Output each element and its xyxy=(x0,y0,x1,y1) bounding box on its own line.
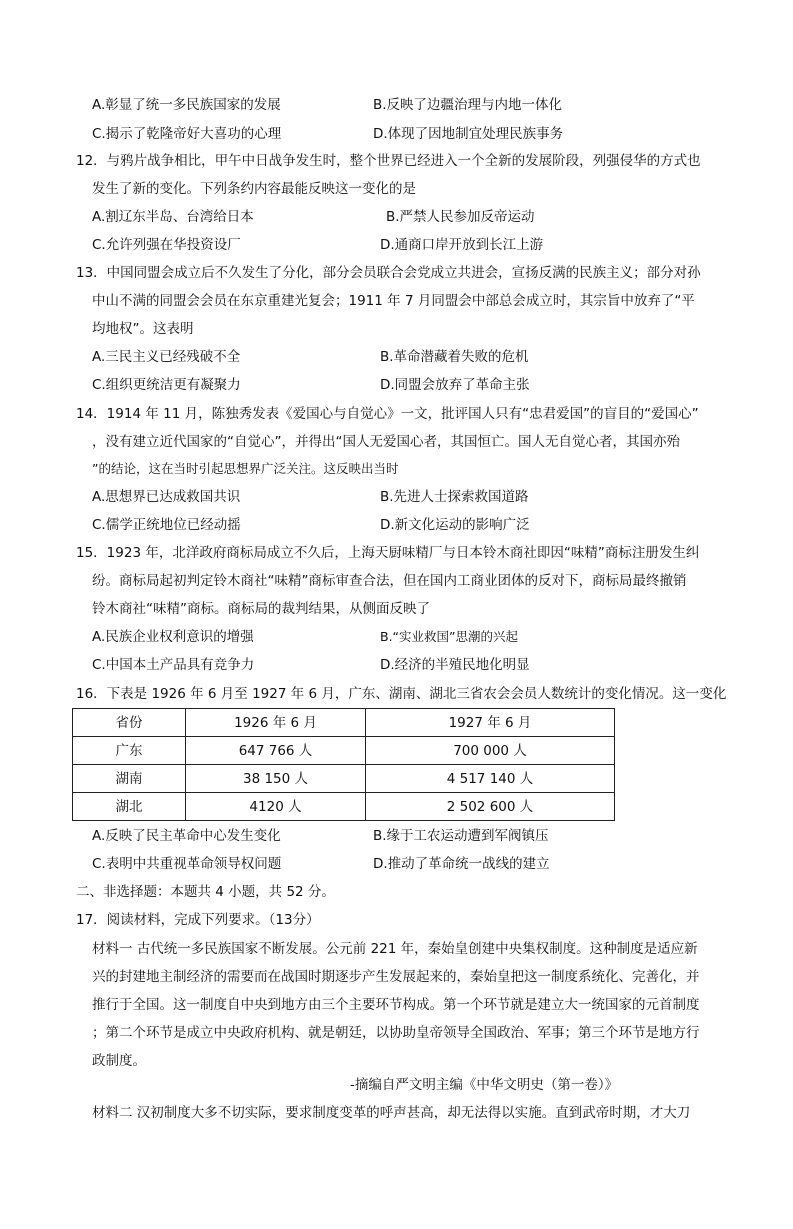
table-header-cell: 1926 年 6 月 xyxy=(186,709,366,737)
q17-material1-line-4: ；第二个环节是成立中央政府机构、就是朝廷，以协助皇帝领导全国政治、军事；第三个环节是地方行 xyxy=(92,1025,700,1041)
q16-stem-line-1: 16．下表是 1926 年 6 月至 1927 年 6 月，广东、湖南、湖北三省农会会员人数统计的变化情况。这一变化 xyxy=(76,686,727,702)
q16-option-d: D.推动了革命统一战线的建立 xyxy=(373,856,550,872)
table-cell: 广东 xyxy=(73,737,186,765)
q14-option-c: C.儒学正统地位已经动摇 xyxy=(92,517,241,533)
q13-option-c: C.组织更统洁更有凝聚力 xyxy=(92,377,241,393)
q13-option-b: B.革命潜藏着失败的危机 xyxy=(380,349,529,365)
q16-option-a: A.反映了民主革命中心发生变化 xyxy=(92,828,281,844)
table-cell: 湖北 xyxy=(73,793,186,821)
q13-option-d: D.同盟会放弃了革命主张 xyxy=(380,377,530,393)
q13-stem-line-3: 均地权”。这表明 xyxy=(92,321,194,337)
q12-stem-line-2: 发生了新的变化。下列条约内容最能反映这一变化的是 xyxy=(92,181,416,197)
q16-option-c: C.表明中共重视革命领导权问题 xyxy=(92,856,282,872)
q17-material1-line-3: 推行于全国。这一制度自中央到地方由三个主要环节构成。第一个环节就是建立大一统国家的元首制度 xyxy=(92,997,700,1013)
q13-stem-line-1: 13．中国同盟会成立后不久发生了分化，部分会员联合会党成立共进会，宣扬反满的民族主义；部分对孙 xyxy=(76,265,701,281)
q15-option-d: D.经济的半殖民地化明显 xyxy=(380,657,530,673)
table-row xyxy=(73,765,615,793)
q12-option-b: B.严禁人民参加反帝运动 xyxy=(386,209,535,225)
table-cell: 4120 人 xyxy=(186,793,366,821)
q15-stem-line-2: 纷。商标局起初判定铃木商社“味精”商标审查合法，但在国内工商业团体的反对下，商标局最终撤销 xyxy=(92,573,687,589)
q12-option-a: A.割辽东半岛、台湾给日本 xyxy=(92,209,254,225)
q17-material1-line-1: 材料一 古代统一多民族国家不断发展。公元前 221 年，秦始皇创建中央集权制度。这种制度是适应新 xyxy=(92,941,698,957)
member-count-table xyxy=(72,708,615,821)
table-cell: 700 000 人 xyxy=(366,737,615,765)
table-cell: 湖南 xyxy=(73,765,186,793)
q14-option-d: D.新文化运动的影响广泛 xyxy=(380,517,530,533)
q15-stem-line-1: 15．1923 年，北洋政府商标局成立不久后，上海天厨味精厂与日本铃木商社即因“味精”商标注册发生纠 xyxy=(76,545,700,561)
table-row xyxy=(73,793,615,821)
q11-option-d: D.体现了因地制宜处理民族事务 xyxy=(373,126,564,142)
q15-option-c: C.中国本土产品具有竞争力 xyxy=(92,657,255,673)
table-cell: 647 766 人 xyxy=(186,737,366,765)
q16-option-b: B.缘于工农运动遭到军阀镇压 xyxy=(373,828,549,844)
q17-title: 17．阅读材料，完成下列要求。（13分） xyxy=(76,912,320,928)
q11-option-a: A.彰显了统一多民族国家的发展 xyxy=(92,97,281,113)
q11-option-c: C.揭示了乾隆帝好大喜功的心理 xyxy=(92,126,282,142)
q17-material2-line-1: 材料二 汉初制度大多不切实际，要求制度变革的呼声甚高，却无法得以实施。直到武帝时期，才大刀 xyxy=(92,1105,691,1121)
table-cell: 38 150 人 xyxy=(186,765,366,793)
q14-stem-line-3: ”的结论，这在当时引起思想界广泛关注。这反映出当时 xyxy=(92,461,399,476)
q14-option-b: B.先进人士探索救国道路 xyxy=(380,489,529,505)
q17-source-citation: -摘编自严文明主编《中华文明史（第一卷）》 xyxy=(350,1077,619,1093)
table-header-cell: 省份 xyxy=(73,709,186,737)
section-title: 二、非选择题：本题共 4 小题，共 52 分。 xyxy=(76,884,335,900)
table-cell: 4 517 140 人 xyxy=(366,765,615,793)
q17-material1-line-2: 兴的封建地主制经济的需要而在战国时期逐步产生发展起来的，秦始皇把这一制度系统化、完善化，并 xyxy=(92,969,700,985)
table-row xyxy=(73,737,615,765)
q13-option-a: A.三民主义已经残破不全 xyxy=(92,349,241,365)
q12-option-d: D.通商口岸开放到长江上游 xyxy=(380,237,544,253)
q14-stem-line-2: ，没有建立近代国家的“自觉心”，并得出“国人无爱国心者，其国恒亡。国人无自觉心者，其国亦殆 xyxy=(92,434,680,450)
q14-option-a: A.思想界已达成救国共识 xyxy=(92,489,241,505)
q15-option-a: A.民族企业权利意识的增强 xyxy=(92,629,254,645)
q13-stem-line-2: 中山不满的同盟会会员在东京重建光复会；1911 年 7 月同盟会中部总会成立时，其宗旨中放弃了“平 xyxy=(92,293,695,309)
q17-material1-line-5: 政制度。 xyxy=(92,1053,146,1069)
q11-option-b: B.反映了边疆治理与内地一体化 xyxy=(373,97,563,113)
q15-stem-line-3: 铃木商社“味精”商标。商标局的裁判结果，从侧面反映了 xyxy=(92,601,430,617)
q15-option-b: B.“实业救国”思潮的兴起 xyxy=(380,629,519,644)
table-cell: 2 502 600 人 xyxy=(366,793,615,821)
table-header-row xyxy=(73,709,615,737)
q14-stem-line-1: 14．1914 年 11 月，陈独秀发表《爱国心与自觉心》一文，批评国人只有“忠君爱国”的盲目的“爱国心” xyxy=(76,406,699,422)
table-header-cell: 1927 年 6 月 xyxy=(366,709,615,737)
q12-stem-line-1: 12．与鸦片战争相比，甲午中日战争发生时，整个世界已经进入一个全新的发展阶段，列强侵华的方式也 xyxy=(76,153,701,169)
q12-option-c: C.允许列强在华投资设厂 xyxy=(92,237,241,253)
